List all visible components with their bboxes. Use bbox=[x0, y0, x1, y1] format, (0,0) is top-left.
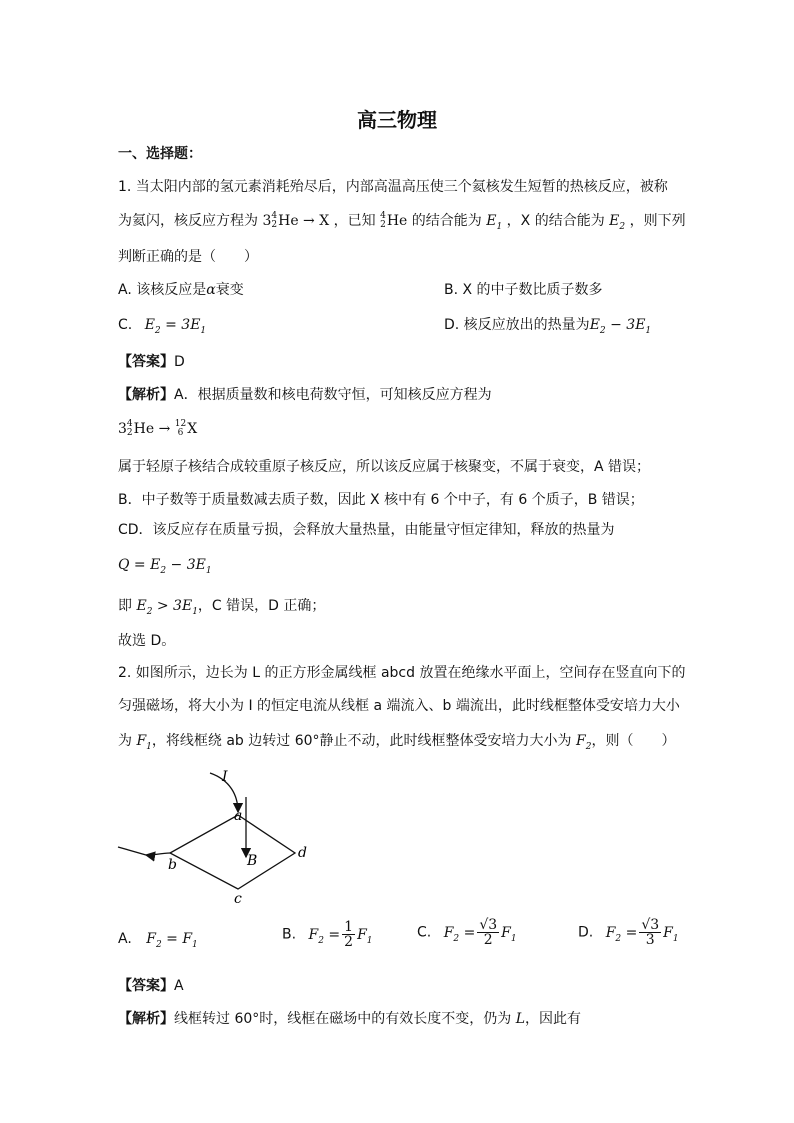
label-i: I bbox=[222, 769, 228, 785]
label-c: c bbox=[234, 891, 242, 905]
analysis-text: 即 bbox=[118, 598, 132, 614]
q1-stem-text: ，X 的结合能为 bbox=[506, 213, 605, 229]
q1-stem-text: ，已知 bbox=[333, 213, 376, 229]
q1-analysis-line1 bbox=[118, 386, 492, 404]
q1-option-a[interactable]: A. 该核反应是α衰变 bbox=[118, 282, 244, 298]
section-heading: 一、选择题： bbox=[118, 146, 202, 162]
q2-wire-frame-diagram bbox=[110, 765, 320, 905]
q1-answer bbox=[118, 353, 185, 371]
q2-option-c[interactable]: C. $F_2$ = $\frac{√3}{2}$ $F_1$ bbox=[417, 917, 517, 948]
q1-analysis-q-equation: $Q = E_2 - 3E_1$ bbox=[118, 557, 212, 576]
q1-stem-line1: 1. 当太阳内部的氢元素消耗殆尽后，内部高温高压使三个氦核发生短暂的热核反应，被称 bbox=[118, 179, 668, 195]
q2-answer bbox=[118, 977, 184, 995]
label-b-field: B bbox=[247, 853, 258, 869]
q2-option-d-label: D. bbox=[578, 924, 594, 941]
q2-stem-line1: 2. 如图所示，边长为 L 的正方形金属线框 abcd 放置在绝缘水平面上，空间存在竖直向下的 bbox=[118, 665, 686, 681]
page-title: 高三物理 bbox=[357, 108, 437, 132]
label-b: b bbox=[168, 857, 177, 873]
square-frame bbox=[170, 815, 295, 889]
q1-analysis-line4: B．中子数等于质量数减去质子数，因此 X 核中有 6 个中子，有 6 个质子，B 错误； bbox=[118, 492, 644, 508]
q1-option-d[interactable]: D. 核反应放出的热量为$E_2 - 3E_1$ bbox=[444, 317, 652, 336]
q1-option-d-text: D. 核反应放出的热量为 bbox=[444, 317, 590, 333]
q1-stem-line2 bbox=[118, 212, 686, 236]
q2-option-a[interactable]: A. $F_2 = F_1$ bbox=[118, 931, 198, 950]
q2-option-a-label: A. bbox=[118, 931, 132, 947]
q2-stem-line2: 匀强磁场，将大小为 I 的恒定电流从线框 a 端流入、b 端流出，此时线框整体受安培力大小 bbox=[118, 698, 680, 714]
q1-e1-symbol: $E_1$ bbox=[486, 213, 503, 232]
q2-stem-text: ，则（ ） bbox=[591, 733, 676, 749]
q2-option-c-label: C. bbox=[417, 924, 432, 941]
q1-analysis-line5: CD．该反应存在质量亏损，会释放大量热量，由能量守恒定律知，释放的热量为 bbox=[118, 522, 615, 538]
q1-analysis-line8: 故选 D。 bbox=[118, 633, 176, 649]
q1-analysis-line7: 即 $E_2 > 3E_1$，C 错误，D 正确； bbox=[118, 598, 326, 617]
answer-value: A bbox=[174, 978, 184, 994]
q1-stem-text: 的结合能为 bbox=[411, 213, 482, 229]
outgoing-current-wire bbox=[146, 853, 170, 855]
analysis-text: ，C 错误，D 正确； bbox=[197, 598, 326, 614]
answer-label: 【答案】 bbox=[118, 978, 174, 994]
q2-option-d[interactable]: D. $F_2$ = $\frac{√3}{3}$ $F_1$ bbox=[578, 917, 679, 948]
q2-option-b-label: B. bbox=[282, 926, 297, 943]
q1-stem-text: 为氦闪，核反应方程为 bbox=[118, 213, 258, 229]
q1-equation: 3 4 2 He → X bbox=[262, 211, 330, 230]
q1-stem-line3: 判断正确的是（ ） bbox=[118, 249, 258, 265]
label-a: a bbox=[234, 808, 243, 824]
answer-value: D bbox=[174, 354, 185, 370]
label-d: d bbox=[298, 845, 307, 861]
q2-stem-text: ，将线框绕 ab 边转过 60°静止不动，此时线框整体受安培力大小为 bbox=[151, 733, 572, 749]
q1-option-c[interactable]: C. $E_2 = 3E_1$ bbox=[118, 317, 207, 336]
q1-analysis-equation: 3 4 2 He → 12 6 X bbox=[118, 419, 198, 438]
q2-stem-line3: 为 $F_1$，将线框绕 ab 边转过 60°静止不动，此时线框整体受安培力大小为 $F_2$，则（ ） bbox=[118, 733, 676, 752]
q1-helium-symbol: 4 2 He bbox=[380, 211, 408, 230]
q1-analysis-line3: 属于轻原子核结合成较重原子核反应，所以该反应属于核聚变，不属于衰变，A 错误； bbox=[118, 459, 651, 475]
outgoing-wire-tail bbox=[118, 847, 146, 855]
q1-option-b[interactable]: B. X 的中子数比质子数多 bbox=[444, 282, 603, 298]
q1-e2-symbol: $E_2$ bbox=[609, 213, 626, 232]
q1-option-c-label: C. bbox=[118, 317, 133, 333]
q2-stem-text: 为 bbox=[118, 733, 132, 749]
q1-stem-text: ，则下列 bbox=[629, 213, 686, 229]
analysis-label: 【解析】 bbox=[118, 387, 174, 403]
q1-option-a-text: A. 该核反应是 bbox=[118, 282, 207, 298]
analysis-text: ，因此有 bbox=[525, 1011, 582, 1027]
analysis-label: 【解析】 bbox=[118, 1011, 174, 1027]
analysis-text: 线框转过 60°时，线框在磁场中的有效长度不变，仍为 bbox=[174, 1011, 512, 1027]
q2-option-b[interactable]: B. $F_2$ = $\frac{1}{2}$ $F_1$ bbox=[282, 919, 373, 950]
answer-label: 【答案】 bbox=[118, 354, 174, 370]
q1-option-a-tail: 衰变 bbox=[215, 282, 244, 298]
q2-analysis-line1: 【解析】线框转过 60°时，线框在磁场中的有效长度不变，仍为 L，因此有 bbox=[118, 1011, 582, 1027]
analysis-text: A．根据质量数和核电荷数守恒，可知核反应方程为 bbox=[174, 387, 492, 403]
